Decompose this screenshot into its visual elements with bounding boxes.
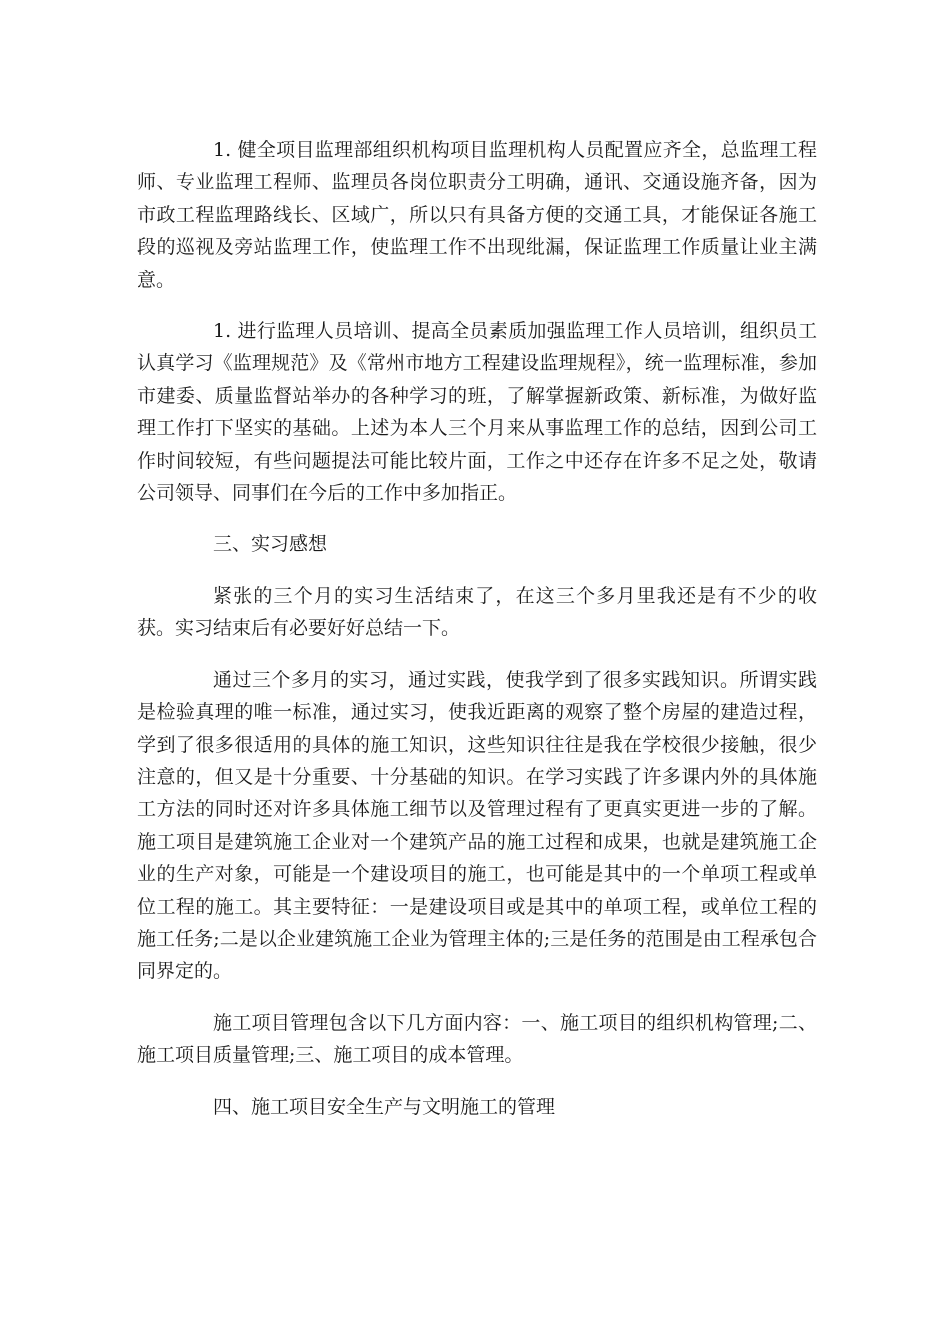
document-page	[137, 134, 817, 1142]
section-heading-internship-reflections: 三、实习感想	[213, 533, 328, 556]
paragraph-internship-summary: 紧张的三个月的实习生活结束了，在这三个多月里我还是有不少的收获。实习结束后有必要好好总结一下。	[137, 584, 817, 640]
section-heading-safety-management: 四、施工项目安全生产与文明施工的管理	[213, 1095, 556, 1118]
paragraph-practice-knowledge: 通过三个多月的实习，通过实践，使我学到了很多实践知识。所谓实践是检验真理的唯一标准，通过实习，使我近距离的观察了整个房屋的建造过程，学到了很多很适用的具体的施工知识，这些知识往往是我在学校很少接触，很少注意的，但又是十分重要、十分基础的知识。在学习实践了许多课内外的具体施工方法的同时还对许多具体施工细节以及管理过程有了更真实更进一步的了解。施工项目是建筑施工企业对一个建筑产品的施工过程和成果，也就是建筑施工企业的生产对象，可能是一个建设项目的施工，也可能是其中的一个单项工程或单位工程的施工。其主要特征：一是建设项目或是其中的单项工程，或单位工程的施工任务;二是以企业建筑施工企业为管理主体的;三是任务的范围是由工程承包合同界定的。	[137, 668, 817, 983]
paragraph-project-organization: 1. 健全项目监理部组织机构项目监理机构人员配置应齐全，总监理工程师、专业监理工程师、监理员各岗位职责分工明确，通讯、交通设施齐备，因为市政工程监理路线长、区域广，所以只有具备方便的交通工具，才能保证各施工段的巡视及旁站监理工作，使监理工作不出现纰漏，保证监理工作质量让业主满意。	[137, 139, 817, 291]
paragraph-project-management-contents: 施工项目管理包含以下几方面内容：一、施工项目的组织机构管理;二、施工项目质量管理;三、施工项目的成本管理。	[137, 1011, 817, 1067]
paragraph-staff-training: 1. 进行监理人员培训、提高全员素质加强监理工作人员培训，组织员工认真学习《监理规范》及《常州市地方工程建设监理规程》，统一监理标准，参加市建委、质量监督站举办的各种学习的班，了解掌握新政策、新标准，为做好监理工作打下坚实的基础。上述为本人三个月来从事监理工作的总结，因到公司工作时间较短，有些问题提法可能比较片面，工作之中还存在许多不足之处，敬请公司领导、同事们在今后的工作中多加指正。	[137, 320, 817, 505]
